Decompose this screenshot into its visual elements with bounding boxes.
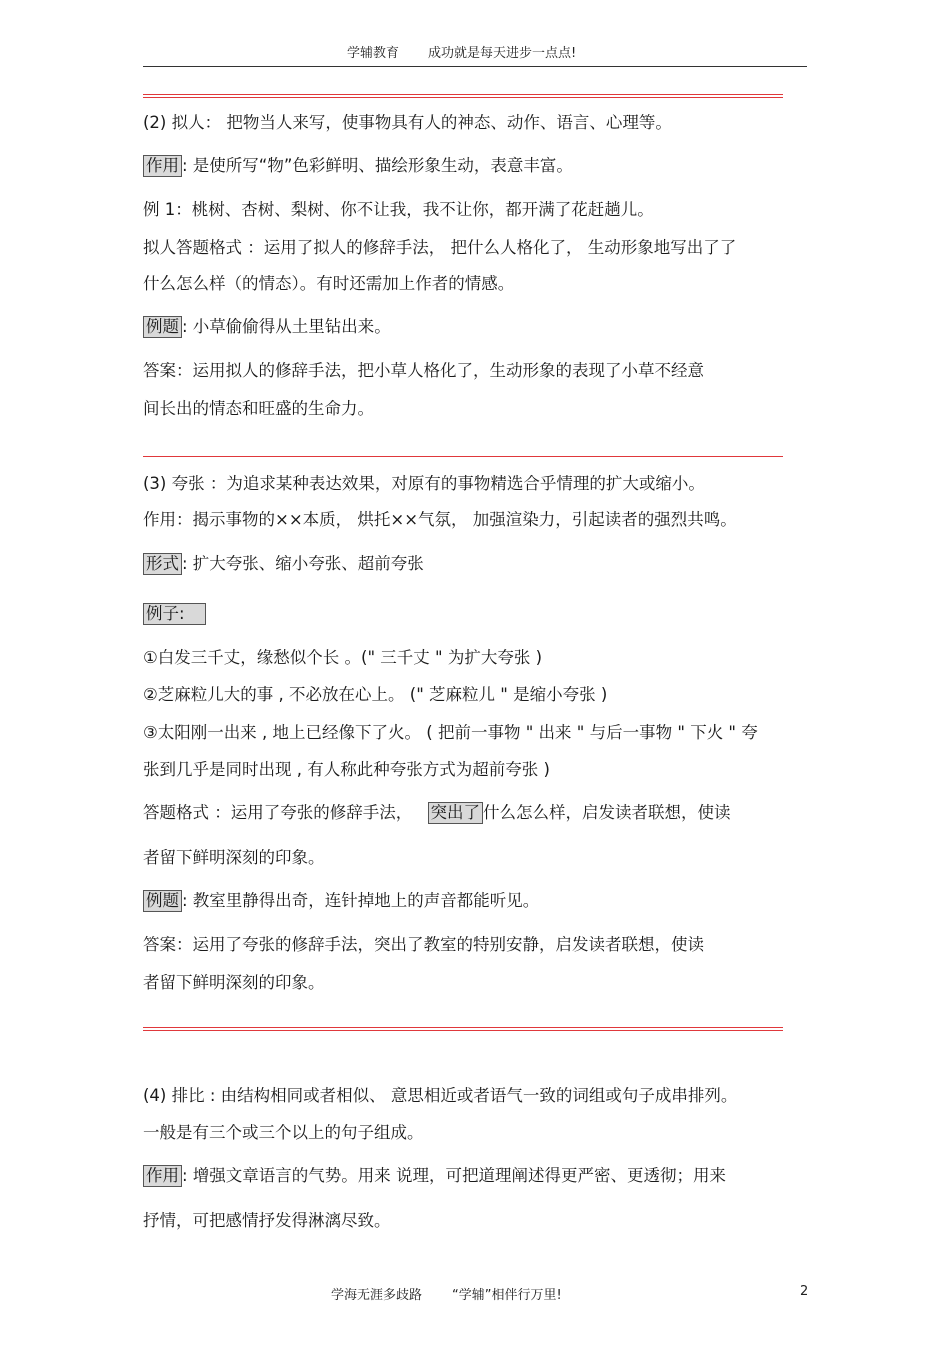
s3-format-pre: 答题格式 ：运用了夸张的修辞手法， <box>143 803 413 822</box>
red-divider <box>143 1027 783 1031</box>
s2-question-text: : 小草偷偷得从土里钻出来。 <box>182 317 391 336</box>
form-tag: 形式 <box>143 553 182 575</box>
s2-answer-1: 答案：运用拟人的修辞手法，把小草人格化了，生动形象的表现了小草不经意 <box>143 361 704 380</box>
footer-left: 学海无涯多歧路 <box>331 1288 423 1303</box>
s2-effect-text: : 是使所写“物”色彩鲜明、描绘形象生动，表意丰富。 <box>182 156 573 175</box>
page-number: 2 <box>800 1284 809 1299</box>
s2-example: 例 1：桃树、杏树、梨树、你不让我，我不让你，都开满了花赶趟儿。 <box>143 200 654 219</box>
s3-example-1: ①白发三千丈，缘愁似个长 。(" 三千丈 " 为扩大夸张 ) <box>143 648 543 667</box>
effect-tag: 作用 <box>143 155 182 177</box>
s2-format-2: 什么怎么样（的情态）。有时还需加上作者的情感。 <box>143 274 515 293</box>
s4-effect-2: 抒情，可把感情抒发得淋漓尽致。 <box>143 1211 391 1230</box>
s3-example-3b: 张到几乎是同时出现 , 有人称此种夸张方式为超前夸张 ) <box>143 760 550 779</box>
header-left: 学辅教育 <box>347 46 400 61</box>
s3-form-line <box>143 553 424 575</box>
s4-effect-text: : 增强文章语言的气势。用来 说理，可把道理阐述得更严密、更透彻；用来 <box>182 1166 727 1185</box>
effect-tag: 作用 <box>143 1165 182 1187</box>
s4-line-2: 一般是有三个或三个以上的句子组成。 <box>143 1123 424 1142</box>
s3-answer-1: 答案：运用了夸张的修辞手法，突出了教室的特别安静，启发读者联想，使读 <box>143 935 704 954</box>
s4-effect-line <box>143 1165 726 1187</box>
s3-example-3a: ③太阳刚一出来 , 地上已经像下了火。 ( 把前一事物 " 出来 " 与后一事物 " 下火 " 夸 <box>143 723 758 742</box>
red-divider <box>143 94 783 98</box>
s3-answer-2: 者留下鲜明深刻的印象。 <box>143 973 325 992</box>
s2-effect-line <box>143 155 573 177</box>
s2-question-line <box>143 316 391 338</box>
footer-right: “学辅”相伴行万里! <box>452 1288 562 1303</box>
s3-question-text: : 教室里静得出奇，连针掉地上的声音都能听见。 <box>182 891 540 910</box>
s3-format-line <box>143 802 731 824</box>
format-tag: 突出了 <box>428 802 484 824</box>
s3-format-2: 者留下鲜明深刻的印象。 <box>143 848 325 867</box>
examples-tag: 例子: <box>143 603 206 625</box>
s3-effect: 作用：揭示事物的××本质， 烘托××气氛， 加强渲染力，引起读者的强烈共鸣。 <box>143 510 737 529</box>
question-tag: 例题 <box>143 316 182 338</box>
header-rule <box>143 66 807 67</box>
s3-question-line <box>143 890 539 912</box>
s2-format-1: 拟人答题格式 ：运用了拟人的修辞手法， 把什么人格化了， 生动形象地写出了了 <box>143 238 737 257</box>
question-tag: 例题 <box>143 890 182 912</box>
s3-format-post: 什么怎么样，启发读者联想，使读 <box>483 803 731 822</box>
s3-form-text: : 扩大夸张、缩小夸张、超前夸张 <box>182 554 424 573</box>
s3-examples-line <box>143 603 206 625</box>
s3-heading: (3) 夸张 ：为追求某种表达效果，对原有的事物精选合乎情理的扩大或缩小。 <box>143 474 705 493</box>
s2-answer-2: 间长出的情态和旺盛的生命力。 <box>143 399 374 418</box>
s3-example-2: ②芝麻粒儿大的事 , 不必放在心上。 (" 芝麻粒儿 " 是缩小夸张 ) <box>143 685 608 704</box>
red-divider <box>143 456 783 457</box>
s2-heading: (2) 拟人： 把物当人来写，使事物具有人的神态、动作、语言、心理等。 <box>143 113 672 132</box>
header-right: 成功就是每天进步一点点! <box>428 46 577 61</box>
s4-heading: (4) 排比 : 由结构相同或者相似、 意思相近或者语气一致的词组或句子成串排列。 <box>143 1086 738 1105</box>
